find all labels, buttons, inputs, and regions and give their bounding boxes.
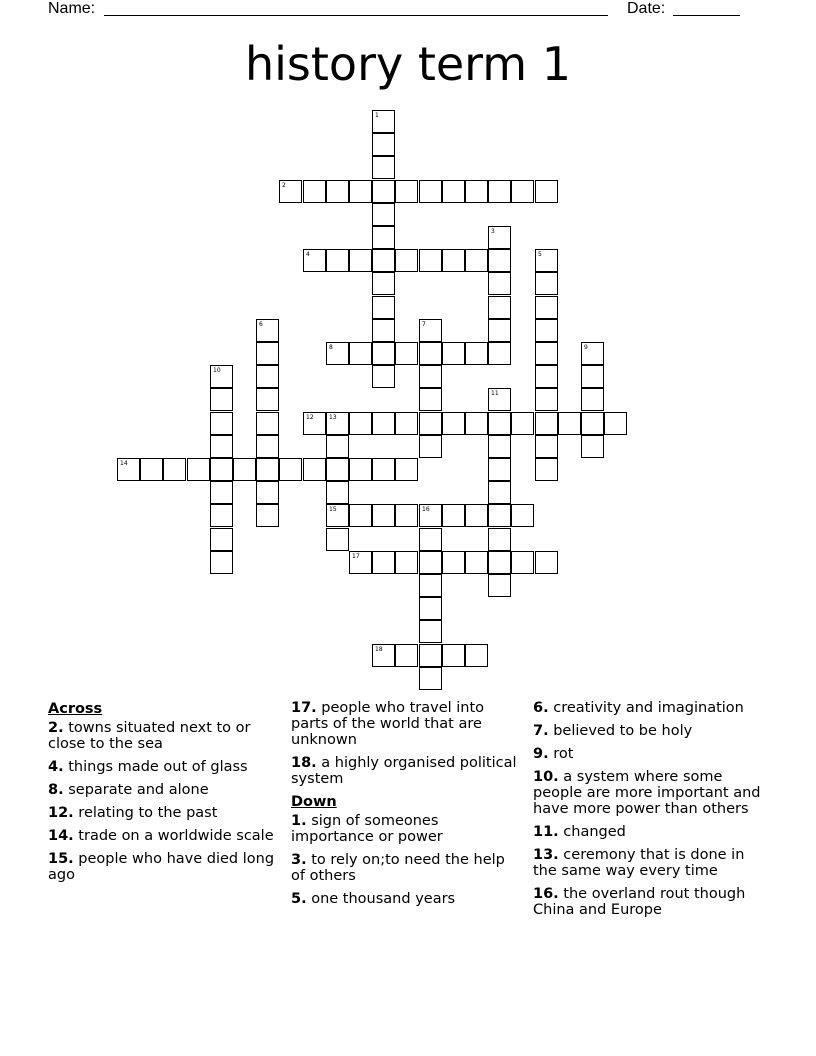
clue-number: 1 — [375, 112, 379, 119]
crossword-cell[interactable] — [372, 110, 395, 133]
crossword-cell[interactable] — [372, 226, 395, 249]
crossword-cell[interactable] — [419, 528, 442, 551]
crossword-cell[interactable] — [372, 365, 395, 388]
crossword-cell[interactable] — [210, 481, 233, 504]
clue-number: 3 — [491, 228, 495, 235]
crossword-cell[interactable] — [210, 412, 233, 435]
crossword-cell[interactable] — [326, 458, 349, 481]
crossword-cell[interactable] — [488, 342, 511, 365]
crossword-cell[interactable] — [395, 249, 418, 272]
clue-number: 8 — [329, 344, 333, 351]
clue-across-15: 15. people who have died long ago — [48, 851, 275, 883]
crossword-cell[interactable] — [535, 435, 558, 458]
crossword-cell[interactable] — [303, 249, 326, 272]
clue-number: 10 — [213, 367, 221, 374]
crossword-cell[interactable] — [488, 435, 511, 458]
crossword-cell[interactable] — [303, 458, 326, 481]
clue-across-8: 8. separate and alone — [48, 782, 209, 798]
clues-column-3 — [533, 700, 768, 925]
crossword-cell[interactable] — [395, 180, 418, 203]
clue-down-16: 16. the overland rout though China and Europe — [533, 886, 746, 918]
crossword-cell[interactable] — [326, 412, 349, 435]
clue-number: 13 — [329, 414, 337, 421]
crossword-cell[interactable] — [419, 504, 442, 527]
crossword-cell[interactable] — [326, 435, 349, 458]
crossword-cell[interactable] — [442, 504, 465, 527]
crossword-cell[interactable] — [419, 319, 442, 342]
crossword-cell[interactable] — [349, 180, 372, 203]
crossword-cell[interactable] — [303, 412, 326, 435]
crossword-cell[interactable] — [326, 180, 349, 203]
crossword-cell[interactable] — [535, 388, 558, 411]
crossword-cell[interactable] — [511, 551, 534, 574]
clue-down-5: 5. one thousand years — [291, 891, 456, 907]
clue-number: 16 — [422, 506, 430, 513]
crossword-cell[interactable] — [372, 551, 395, 574]
crossword-cell[interactable] — [511, 180, 534, 203]
crossword-cell[interactable] — [233, 458, 256, 481]
crossword-cell[interactable] — [279, 458, 302, 481]
crossword-cell[interactable] — [256, 504, 279, 527]
crossword-cell[interactable] — [395, 458, 418, 481]
clue-down-13: 13. ceremony that is done in the same way every time — [533, 847, 745, 879]
crossword-cell[interactable] — [372, 203, 395, 226]
clue-down-10: 10. a system where some people are more important and have more power than others — [533, 769, 761, 817]
crossword-cell[interactable] — [256, 388, 279, 411]
crossword-cell[interactable] — [210, 365, 233, 388]
clue-down-1: 1. sign of someones importance or power — [291, 813, 443, 845]
crossword-cell[interactable] — [535, 272, 558, 295]
crossword-cell[interactable] — [442, 342, 465, 365]
crossword-cell[interactable] — [419, 551, 442, 574]
crossword-cell[interactable] — [488, 528, 511, 551]
clue-number: 9 — [584, 344, 588, 351]
crossword-cell[interactable] — [535, 342, 558, 365]
crossword-cell[interactable] — [535, 365, 558, 388]
crossword-cell[interactable] — [210, 504, 233, 527]
crossword-cell[interactable] — [535, 458, 558, 481]
crossword-cell[interactable] — [326, 504, 349, 527]
clue-number: 7 — [422, 321, 426, 328]
crossword-cell[interactable] — [210, 388, 233, 411]
crossword-cell[interactable] — [256, 481, 279, 504]
crossword-cell[interactable] — [419, 574, 442, 597]
crossword-cell[interactable] — [349, 504, 372, 527]
clues-column-2 — [291, 700, 519, 914]
crossword-cell[interactable] — [465, 551, 488, 574]
name-label: Name: — [48, 0, 96, 17]
crossword-cell[interactable] — [372, 272, 395, 295]
crossword-cell[interactable] — [326, 249, 349, 272]
crossword-cell[interactable] — [535, 296, 558, 319]
crossword-cell[interactable] — [488, 504, 511, 527]
crossword-cell[interactable] — [488, 412, 511, 435]
crossword-cell[interactable] — [465, 180, 488, 203]
crossword-cell[interactable] — [419, 342, 442, 365]
crossword-cell[interactable] — [419, 435, 442, 458]
crossword-cell[interactable] — [535, 249, 558, 272]
crossword-cell[interactable] — [535, 412, 558, 435]
crossword-cell[interactable] — [442, 249, 465, 272]
crossword-cell[interactable] — [117, 458, 140, 481]
crossword-cell[interactable] — [372, 412, 395, 435]
crossword-cell[interactable] — [535, 319, 558, 342]
date-label: Date: — [627, 0, 666, 17]
crossword-cell[interactable] — [326, 342, 349, 365]
clue-number: 17 — [352, 553, 360, 560]
crossword-cell[interactable] — [442, 412, 465, 435]
crossword-cell[interactable] — [535, 551, 558, 574]
crossword-cell[interactable] — [349, 342, 372, 365]
crossword-cell[interactable] — [442, 644, 465, 667]
crossword-cell[interactable] — [395, 412, 418, 435]
crossword-cell[interactable] — [372, 458, 395, 481]
clue-across-18: 18. a highly organised political system — [291, 755, 517, 787]
crossword-cell[interactable] — [395, 551, 418, 574]
crossword-cell[interactable] — [535, 180, 558, 203]
down-heading: Down — [291, 794, 337, 810]
crossword-cell[interactable] — [465, 342, 488, 365]
crossword-cell[interactable] — [210, 435, 233, 458]
crossword-cell[interactable] — [604, 412, 627, 435]
clue-number: 12 — [306, 414, 314, 421]
crossword-cell[interactable] — [372, 180, 395, 203]
crossword-cell[interactable] — [349, 412, 372, 435]
clue-across-14: 14. trade on a worldwide scale — [48, 828, 274, 844]
crossword-cell[interactable] — [488, 551, 511, 574]
crossword-cell[interactable] — [256, 342, 279, 365]
clue-down-9: 9. rot — [533, 746, 574, 762]
crossword-cell[interactable] — [511, 412, 534, 435]
crossword-cell[interactable] — [488, 319, 511, 342]
crossword-cell[interactable] — [256, 435, 279, 458]
crossword-cell[interactable] — [210, 458, 233, 481]
crossword-cell[interactable] — [303, 180, 326, 203]
crossword-cell[interactable] — [419, 180, 442, 203]
crossword-cell[interactable] — [256, 365, 279, 388]
crossword-cell[interactable] — [349, 551, 372, 574]
crossword-cell[interactable] — [256, 458, 279, 481]
crossword-cell[interactable] — [581, 388, 604, 411]
crossword-cell[interactable] — [395, 644, 418, 667]
clue-number: 4 — [306, 251, 310, 258]
crossword-cell[interactable] — [326, 481, 349, 504]
crossword-cell[interactable] — [419, 597, 442, 620]
crossword-cell[interactable] — [256, 319, 279, 342]
clue-down-3: 3. to rely on;to need the help of others — [291, 852, 505, 884]
crossword-cell[interactable] — [163, 458, 186, 481]
crossword-cell[interactable] — [581, 412, 604, 435]
clue-across-2: 2. towns situated next to or close to the sea — [48, 720, 251, 752]
crossword-cell[interactable] — [581, 342, 604, 365]
across-heading: Across — [48, 701, 103, 717]
crossword-cell[interactable] — [349, 458, 372, 481]
crossword-cell[interactable] — [488, 272, 511, 295]
crossword-cell[interactable] — [488, 296, 511, 319]
crossword-cell[interactable] — [419, 388, 442, 411]
crossword-cell[interactable] — [488, 481, 511, 504]
crossword-cell[interactable] — [488, 226, 511, 249]
clue-number: 18 — [375, 646, 383, 653]
crossword-cell[interactable] — [395, 342, 418, 365]
clue-number: 11 — [491, 390, 499, 397]
crossword-cell[interactable] — [558, 412, 581, 435]
crossword-cell[interactable] — [187, 458, 210, 481]
crossword-cell[interactable] — [442, 180, 465, 203]
crossword-cell[interactable] — [488, 249, 511, 272]
crossword-cell[interactable] — [372, 156, 395, 179]
crossword-cell[interactable] — [372, 504, 395, 527]
clue-down-11: 11. changed — [533, 824, 626, 840]
crossword-cell[interactable] — [419, 249, 442, 272]
crossword-cell[interactable] — [279, 180, 302, 203]
crossword-cell[interactable] — [140, 458, 163, 481]
crossword-cell[interactable] — [465, 644, 488, 667]
crossword-cell[interactable] — [372, 644, 395, 667]
clue-across-17: 17. people who travel into parts of the world that are unknown — [291, 700, 485, 748]
clues-column-1 — [48, 700, 276, 890]
crossword-cell[interactable] — [372, 342, 395, 365]
crossword-cell[interactable] — [465, 412, 488, 435]
crossword-cell[interactable] — [372, 249, 395, 272]
crossword-cell[interactable] — [210, 528, 233, 551]
crossword-cell[interactable] — [256, 412, 279, 435]
crossword-cell[interactable] — [419, 365, 442, 388]
crossword-cell[interactable] — [419, 644, 442, 667]
clue-number: 2 — [282, 182, 286, 189]
crossword-cell[interactable] — [581, 365, 604, 388]
clue-down-6: 6. creativity and imagination — [533, 700, 744, 716]
crossword-cell[interactable] — [511, 504, 534, 527]
clue-number: 14 — [120, 460, 128, 467]
clue-number: 6 — [259, 321, 263, 328]
crossword-cell[interactable] — [372, 133, 395, 156]
clue-across-12: 12. relating to the past — [48, 805, 218, 821]
crossword-cell[interactable] — [349, 249, 372, 272]
crossword-cell[interactable] — [419, 667, 442, 690]
puzzle-title: history term 1 — [245, 37, 571, 91]
crossword-cell[interactable] — [419, 412, 442, 435]
crossword-cell[interactable] — [488, 180, 511, 203]
crossword-cell[interactable] — [372, 296, 395, 319]
crossword-cell[interactable] — [465, 249, 488, 272]
clue-number: 5 — [538, 251, 542, 258]
crossword-cell[interactable] — [419, 620, 442, 643]
crossword-cell[interactable] — [581, 435, 604, 458]
crossword-cell[interactable] — [372, 319, 395, 342]
crossword-cell[interactable] — [488, 458, 511, 481]
crossword-cell[interactable] — [442, 551, 465, 574]
crossword-cell[interactable] — [488, 574, 511, 597]
clue-across-4: 4. things made out of glass — [48, 759, 248, 775]
crossword-cell[interactable] — [488, 388, 511, 411]
crossword-cell[interactable] — [395, 504, 418, 527]
clue-number: 15 — [329, 506, 337, 513]
crossword-cell[interactable] — [210, 551, 233, 574]
crossword-cell[interactable] — [326, 528, 349, 551]
crossword-cell[interactable] — [465, 504, 488, 527]
clue-down-7: 7. believed to be holy — [533, 723, 693, 739]
